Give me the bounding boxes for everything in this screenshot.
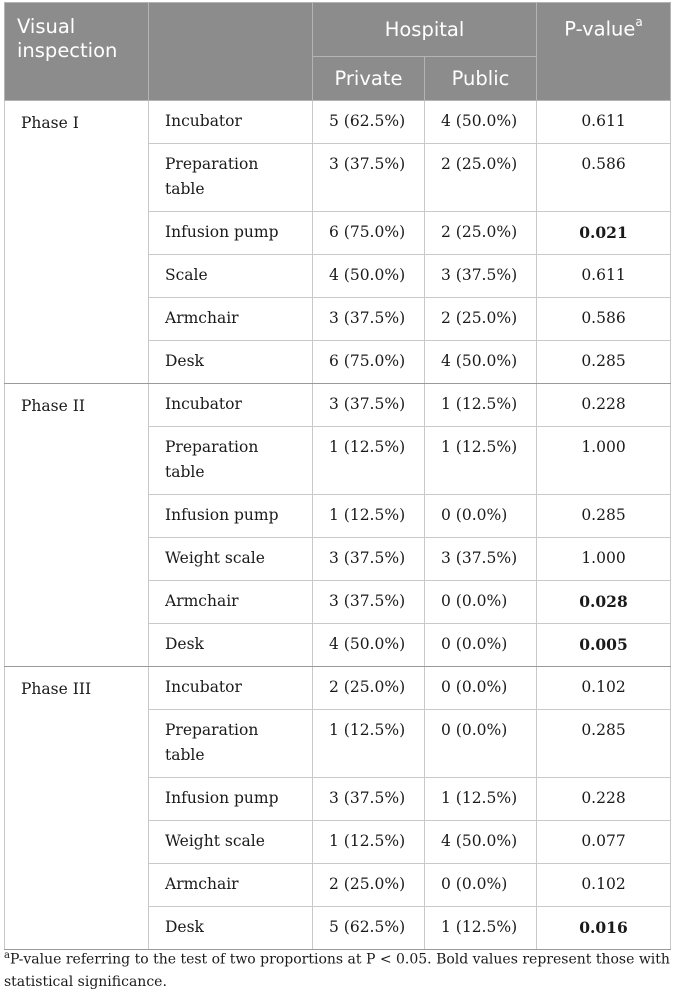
equipment-cell: Desk <box>149 624 313 667</box>
footnote-marker: a <box>4 950 10 961</box>
private-cell: 3 (37.5%) <box>313 778 425 821</box>
private-cell: 1 (12.5%) <box>313 710 425 778</box>
private-cell: 3 (37.5%) <box>313 298 425 341</box>
private-cell: 1 (12.5%) <box>313 427 425 495</box>
pvalue-cell: 0.611 <box>537 101 671 144</box>
public-cell: 0 (0.0%) <box>425 581 537 624</box>
public-cell: 4 (50.0%) <box>425 341 537 384</box>
header-blank <box>149 3 313 101</box>
equipment-cell: Incubator <box>149 384 313 427</box>
equipment-cell: Desk <box>149 907 313 950</box>
equipment-cell: Armchair <box>149 864 313 907</box>
pvalue-cell: 0.586 <box>537 298 671 341</box>
public-cell: 2 (25.0%) <box>425 298 537 341</box>
public-cell: 4 (50.0%) <box>425 821 537 864</box>
public-cell: 3 (37.5%) <box>425 538 537 581</box>
pvalue-cell: 0.028 <box>537 581 671 624</box>
table-container <box>4 2 670 950</box>
equipment-cell: Incubator <box>149 667 313 710</box>
public-cell: 2 (25.0%) <box>425 144 537 212</box>
pvalue-cell: 1.000 <box>537 538 671 581</box>
public-cell: 0 (0.0%) <box>425 710 537 778</box>
public-cell: 3 (37.5%) <box>425 255 537 298</box>
pvalue-cell: 1.000 <box>537 427 671 495</box>
private-cell: 3 (37.5%) <box>313 581 425 624</box>
table-body <box>5 101 671 950</box>
equipment-cell: Preparation table <box>149 144 313 212</box>
header-visual-inspection: Visual inspection <box>5 3 149 101</box>
public-cell: 0 (0.0%) <box>425 864 537 907</box>
equipment-cell: Infusion pump <box>149 212 313 255</box>
phase-label: Phase II <box>5 384 149 667</box>
equipment-cell: Preparation table <box>149 427 313 495</box>
equipment-cell: Weight scale <box>149 821 313 864</box>
private-cell: 1 (12.5%) <box>313 495 425 538</box>
private-cell: 6 (75.0%) <box>313 212 425 255</box>
private-cell: 4 (50.0%) <box>313 624 425 667</box>
footnote-text: P-value referring to the test of two proportions at P < 0.05. Bold values represent those with statistical significance. <box>4 951 670 990</box>
header-private: Private <box>313 57 425 101</box>
pvalue-cell: 0.102 <box>537 667 671 710</box>
equipment-cell: Desk <box>149 341 313 384</box>
pvalue-cell: 0.586 <box>537 144 671 212</box>
public-cell: 2 (25.0%) <box>425 212 537 255</box>
header-pvalue <box>537 3 671 101</box>
pvalue-cell: 0.077 <box>537 821 671 864</box>
header-hospital: Hospital <box>313 3 537 57</box>
public-cell: 0 (0.0%) <box>425 667 537 710</box>
equipment-cell: Weight scale <box>149 538 313 581</box>
pvalue-cell: 0.228 <box>537 778 671 821</box>
table-row <box>5 667 671 710</box>
pvalue-cell: 0.285 <box>537 341 671 384</box>
pvalue-cell: 0.285 <box>537 710 671 778</box>
table-row <box>5 101 671 144</box>
header-pvalue-footnote-marker: a <box>635 15 643 29</box>
private-cell: 6 (75.0%) <box>313 341 425 384</box>
public-cell: 1 (12.5%) <box>425 778 537 821</box>
public-cell: 1 (12.5%) <box>425 907 537 950</box>
public-cell: 4 (50.0%) <box>425 101 537 144</box>
pvalue-cell: 0.228 <box>537 384 671 427</box>
public-cell: 1 (12.5%) <box>425 384 537 427</box>
private-cell: 5 (62.5%) <box>313 907 425 950</box>
pvalue-cell: 0.016 <box>537 907 671 950</box>
private-cell: 3 (37.5%) <box>313 384 425 427</box>
pvalue-cell: 0.005 <box>537 624 671 667</box>
header-pvalue-label: P-value <box>564 17 636 41</box>
footnote <box>4 945 670 993</box>
pvalue-cell: 0.102 <box>537 864 671 907</box>
equipment-cell: Scale <box>149 255 313 298</box>
public-cell: 0 (0.0%) <box>425 495 537 538</box>
table-row <box>5 384 671 427</box>
private-cell: 5 (62.5%) <box>313 101 425 144</box>
table-header <box>5 3 671 101</box>
public-cell: 1 (12.5%) <box>425 427 537 495</box>
pvalue-cell: 0.285 <box>537 495 671 538</box>
header-public: Public <box>425 57 537 101</box>
equipment-cell: Armchair <box>149 298 313 341</box>
private-cell: 2 (25.0%) <box>313 667 425 710</box>
results-table <box>4 2 671 950</box>
pvalue-cell: 0.021 <box>537 212 671 255</box>
private-cell: 1 (12.5%) <box>313 821 425 864</box>
equipment-cell: Incubator <box>149 101 313 144</box>
equipment-cell: Preparation table <box>149 710 313 778</box>
private-cell: 3 (37.5%) <box>313 144 425 212</box>
phase-label: Phase I <box>5 101 149 384</box>
phase-label: Phase III <box>5 667 149 950</box>
private-cell: 3 (37.5%) <box>313 538 425 581</box>
pvalue-cell: 0.611 <box>537 255 671 298</box>
public-cell: 0 (0.0%) <box>425 624 537 667</box>
private-cell: 4 (50.0%) <box>313 255 425 298</box>
equipment-cell: Infusion pump <box>149 495 313 538</box>
equipment-cell: Armchair <box>149 581 313 624</box>
equipment-cell: Infusion pump <box>149 778 313 821</box>
private-cell: 2 (25.0%) <box>313 864 425 907</box>
